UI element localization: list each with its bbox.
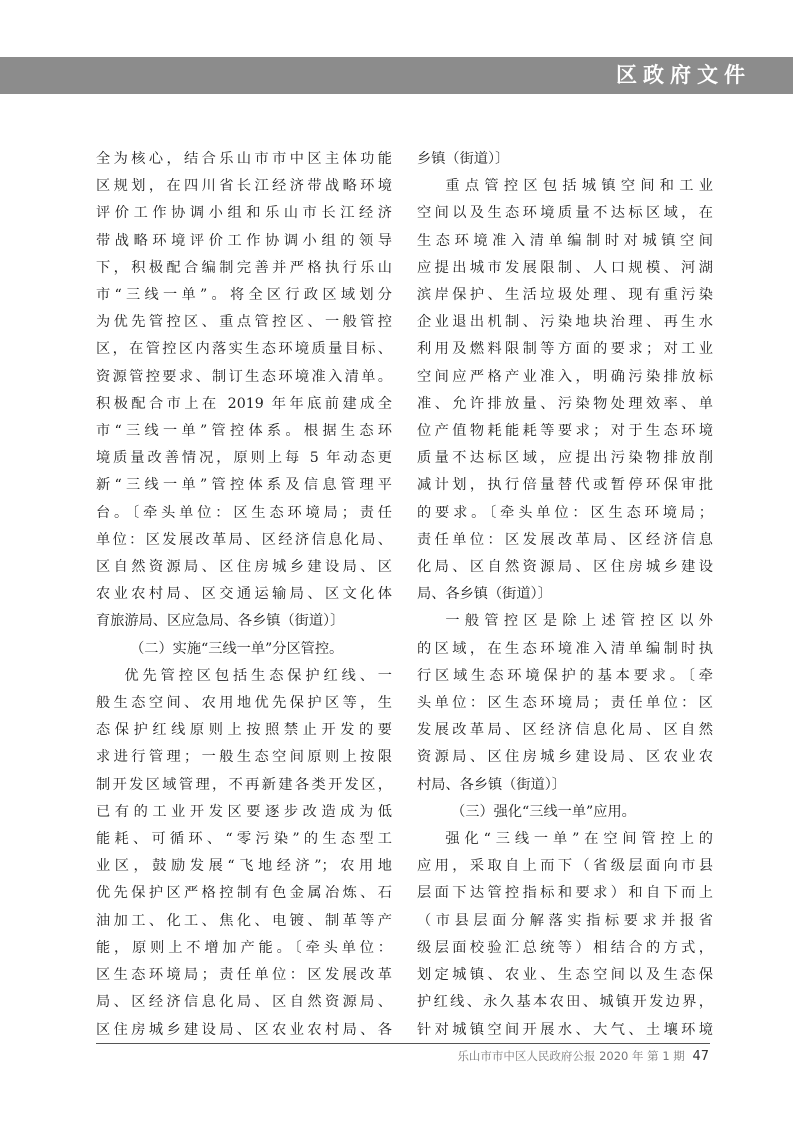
text-line: 划定城镇、农业、生态空间以及生态保 xyxy=(417,967,713,984)
text-line: 评价工作协调小组和乐山市长江经济 xyxy=(96,205,392,222)
text-line: 化局、区自然资源局、区住房城乡建设 xyxy=(417,559,713,576)
header-band xyxy=(0,57,793,94)
text-line: 发展改革局、区经济信息化局、区自然 xyxy=(417,722,713,739)
text-line: 资源管控要求、制订生态环境准入清单。 xyxy=(96,368,392,385)
text-line: 空间以及生态环境质量不达标区域，在 xyxy=(417,205,713,222)
text-line: 减计划，执行倍量替代或暂停环保审批 xyxy=(417,477,713,494)
text-line: 的区域，在生态环境准入清单编制时执 xyxy=(417,640,713,657)
text-line: 带战略环境评价工作协调小组的领导 xyxy=(96,232,392,249)
text-line: 准、允许排放量、污染物处理效率、单 xyxy=(417,395,713,412)
page-number: 47 xyxy=(692,1049,709,1064)
text-line: 态保护红线原则上按照禁止开发的要 xyxy=(96,722,392,739)
text-line: 头单位：区生态环境局；责任单位：区 xyxy=(417,695,713,712)
text-line: 能，原则上不增加产能。〔牵头单位： xyxy=(96,939,392,956)
text-line: 企业退出机制、污染地块治理、再生水 xyxy=(417,314,713,331)
text-line: 局、各乡镇（街道）〕 xyxy=(417,586,552,603)
text-line: 滨岸保护、生活垃圾处理、现有重污染 xyxy=(417,287,713,304)
text-line: 下，积极配合编制完善并严格执行乐山 xyxy=(96,259,392,276)
text-line: 的要求。〔牵头单位：区生态环境局； xyxy=(417,504,713,521)
text-line: 全为核心，结合乐山市市中区主体功能 xyxy=(96,151,392,167)
text-line: 单位：区发展改革局、区经济信息化局、 xyxy=(96,531,392,548)
publication-name: 乐山市市中区人民政府公报 2020 年 第 1 期 xyxy=(457,1049,685,1063)
text-line: 为优先管控区、重点管控区、一般管控 xyxy=(96,314,392,331)
text-line: 责任单位：区发展改革局、区经济信息 xyxy=(417,531,713,548)
text-line: 行区域生态环境保护的基本要求。〔牵 xyxy=(417,667,713,684)
text-line: 空间应严格产业准入，明确污染排放标 xyxy=(417,368,713,385)
text-line: 护红线、永久基本农田、城镇开发边界， xyxy=(417,994,713,1011)
text-line: 制开发区域管理，不再新建各类开发区， xyxy=(96,776,392,793)
text-line: 针对城镇空间开展水、大气、土壤环境 xyxy=(417,1021,713,1038)
text-line: 市“三线一单”管控体系。根据生态环 xyxy=(96,423,392,440)
text-line: 区住房城乡建设局、区农业农村局、各 xyxy=(96,1021,392,1038)
text-line: 区规划，在四川省长江经济带战略环境 xyxy=(96,178,392,195)
text-line: 市“三线一单”。将全区行政区域划分 xyxy=(96,287,392,304)
text-line: 强化“三线一单”在空间管控上的 xyxy=(445,831,713,848)
section-heading: （三）强化“三线一单”应用。 xyxy=(451,803,636,820)
text-line: 层面下达管控指标和要求）和自下而上 xyxy=(417,885,713,902)
page-footer xyxy=(457,1048,709,1064)
text-line: 一般管控区是除上述管控区以外 xyxy=(445,613,713,630)
text-line: 局、区经济信息化局、区自然资源局、 xyxy=(96,994,392,1011)
text-line: 重点管控区包括城镇空间和工业 xyxy=(445,178,713,195)
text-line: 利用及燃料限制等方面的要求；对工业 xyxy=(417,341,713,358)
section-heading: （二）实施“三线一单”分区管控。 xyxy=(130,640,344,657)
text-line: 应用，采取自上而下（省级层面向市县 xyxy=(417,858,713,875)
text-line: 质量不达标区域，应提出污染物排放削 xyxy=(417,450,713,467)
text-line: （市县层面分解落实指标要求并报省 xyxy=(417,912,713,929)
right-column xyxy=(417,146,713,1044)
text-line: 乡镇（街道）〕 xyxy=(417,151,510,167)
text-line: 应提出城市发展限制、人口规模、河湖 xyxy=(417,259,713,276)
text-line: 能耗、可循环、“零污染”的生态型工 xyxy=(96,831,392,848)
section-title: 区政府文件 xyxy=(616,63,751,87)
text-line: 生态环境准入清单编制时对城镇空间 xyxy=(417,232,713,249)
text-line: 区，在管控区内落实生态环境质量目标、 xyxy=(96,341,392,358)
text-line: 境质量改善情况，原则上每 5 年动态更 xyxy=(96,450,392,467)
text-line: 农业农村局、区交通运输局、区文化体 xyxy=(96,586,392,603)
text-line: 优先管控区包括生态保护红线、一 xyxy=(124,667,392,684)
text-line: 油加工、化工、焦化、电镀、制革等产 xyxy=(96,912,392,929)
footer-divider xyxy=(96,1043,710,1044)
text-line: 求进行管理；一般生态空间原则上按限 xyxy=(96,749,392,766)
text-line: 新“三线一单”管控体系及信息管理平 xyxy=(96,477,392,494)
text-line: 资源局、区住房城乡建设局、区农业农 xyxy=(417,749,713,766)
text-line: 优先保护区严格控制有色金属冶炼、石 xyxy=(96,885,392,902)
text-line: 区生态环境局；责任单位：区发展改革 xyxy=(96,967,392,984)
text-line: 村局、各乡镇（街道）〕 xyxy=(417,776,566,793)
text-line: 级层面校验汇总统等）相结合的方式， xyxy=(417,939,713,956)
text-line: 业区，鼓励发展“飞地经济”；农用地 xyxy=(96,858,392,875)
text-line: 台。〔牵头单位：区生态环境局；责任 xyxy=(96,504,392,521)
text-line: 位产值物耗能耗等要求；对于生态环境 xyxy=(417,423,713,440)
left-column xyxy=(96,146,392,1044)
text-line: 育旅游局、区应急局、各乡镇（街道）〕 xyxy=(96,613,345,630)
text-line: 积极配合市上在 2019 年年底前建成全 xyxy=(96,395,392,412)
text-line: 已有的工业开发区要逐步改造成为低 xyxy=(96,803,392,820)
text-line: 区自然资源局、区住房城乡建设局、区 xyxy=(96,559,392,576)
text-line: 般生态空间、农用地优先保护区等，生 xyxy=(96,695,392,712)
